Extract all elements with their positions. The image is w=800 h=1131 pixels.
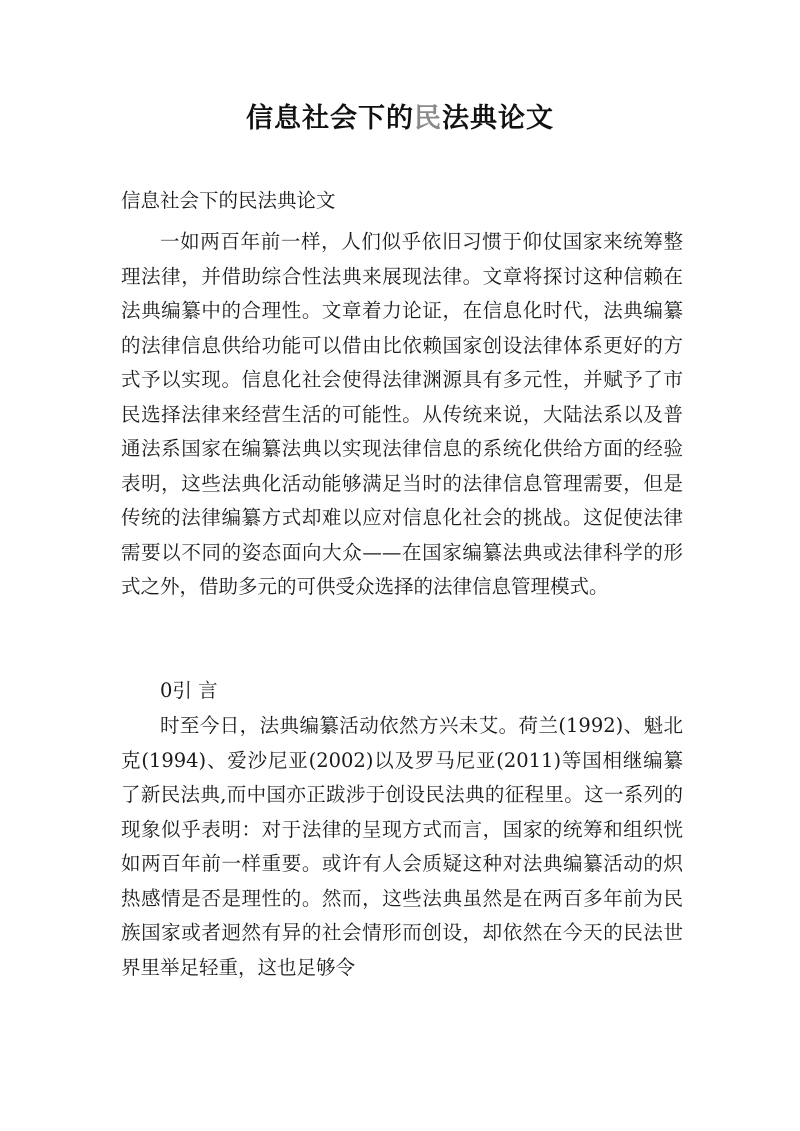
document-title [0, 96, 800, 135]
title-highlight: 民 [414, 103, 442, 134]
title-part-after: 法典论文 [442, 103, 554, 134]
abstract-paragraph: 一如两百年前一样，人们似乎依旧习惯于仰仗国家来统筹整理法律，并借助综合性法典来展现法律。文章将探讨这种信赖在法典编纂中的合理性。文章着力论证，在信息化时代，法典编纂的法律信息供给功能可以借由比依赖国家创设法律体系更好的方式予以实现。信息化社会使得法律渊源具有多元性，并赋予了市民选择法律来经营生活的可能性。从传统来说，大陆法系以及普通法系国家在编纂法典以实现法律信息的系统化供给方面的经验表明，这些法典化活动能够满足当时的法律信息管理需要，但是传统的法律编纂方式却难以应对信息化社会的挑战。这促使法律需要以不同的姿态面向大众——在国家编纂法典或法律科学的形式之外，借助多元的可供受众选择的法律信息管理模式。 [121, 230, 683, 598]
document-subtitle: 信息社会下的民法典论文 [121, 189, 336, 212]
title-part-before: 信息社会下的 [246, 103, 414, 134]
section-heading-text: 0引 言 [160, 679, 218, 702]
section-heading [121, 674, 683, 709]
intro-paragraph: 时至今日，法典编纂活动依然方兴未艾。荷兰(1992)、魁北克(1994)、爱沙尼亚(2002)以及罗马尼亚(2011)等国相继编纂了新民法典,而中国亦正跋涉于创设民法典的征程里。这一系列的现象似乎表明：对于法律的呈现方式而言，国家的统筹和组织恍如两百年前一样重要。或许有人会质疑这种对法典编纂活动的炽热感情是否是理性的。然而，这些法典虽然是在两百多年前为民族国家或者迥然有异的社会情形而创设，却依然在今天的民法世界里举足轻重，这也足够令 [121, 714, 683, 979]
